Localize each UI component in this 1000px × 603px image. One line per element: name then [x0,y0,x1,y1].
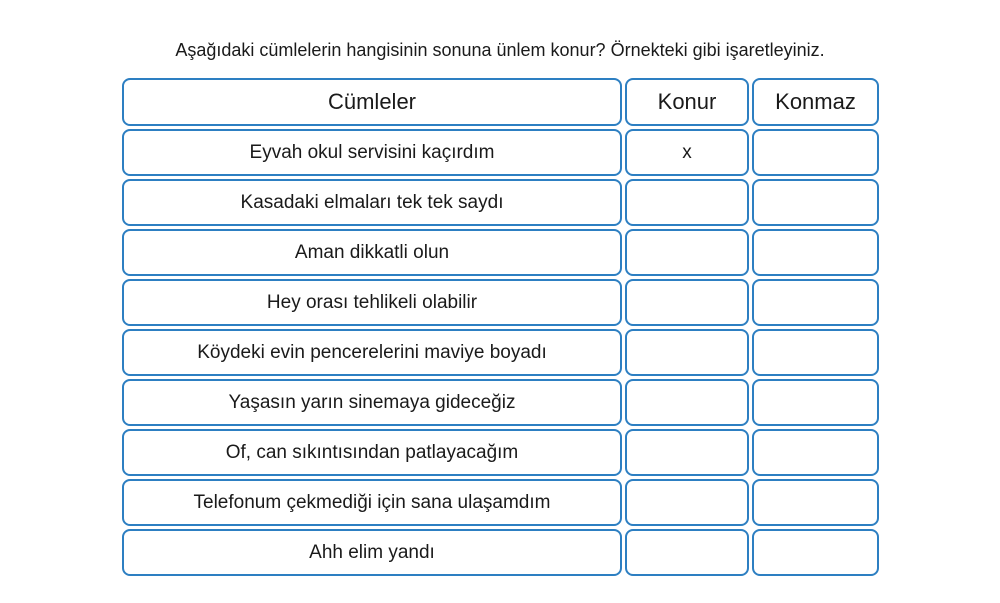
konmaz-cell[interactable] [752,429,879,476]
table-row [122,479,882,526]
sentence-cell: Telefonum çekmediği için sana ulaşamdım [122,479,622,526]
konur-cell[interactable] [625,379,749,426]
konmaz-cell[interactable] [752,479,879,526]
konmaz-cell[interactable] [752,179,879,226]
table-row [122,279,882,326]
header-konmaz: Konmaz [752,78,879,126]
table-row [122,179,882,226]
sentence-cell: Ahh elim yandı [122,529,622,576]
konur-cell[interactable] [625,429,749,476]
sentence-cell: Yaşasın yarın sinemaya gideceğiz [122,379,622,426]
table-row [122,129,882,176]
sentence-cell: Of, can sıkıntısından patlayacağım [122,429,622,476]
table-row [122,529,882,576]
konur-cell[interactable] [625,179,749,226]
sentence-cell: Hey orası tehlikeli olabilir [122,279,622,326]
konmaz-cell[interactable] [752,529,879,576]
konur-cell[interactable] [625,279,749,326]
table-header-row [122,78,882,126]
table-row [122,429,882,476]
konmaz-cell[interactable] [752,229,879,276]
table-row [122,329,882,376]
sentence-cell: Kasadaki elmaları tek tek saydı [122,179,622,226]
table-row [122,229,882,276]
sentence-cell: Eyvah okul servisini kaçırdım [122,129,622,176]
konmaz-cell[interactable] [752,129,879,176]
konmaz-cell[interactable] [752,379,879,426]
konmaz-cell[interactable] [752,329,879,376]
header-cumleler: Cümleler [122,78,622,126]
konur-cell[interactable] [625,229,749,276]
sentence-cell: Aman dikkatli olun [122,229,622,276]
konur-cell[interactable] [625,329,749,376]
instruction-text: Aşağıdaki cümlelerin hangisinin sonuna ünlem konur? Örnekteki gibi işaretleyiniz. [175,40,825,60]
konur-cell[interactable]: x [625,129,749,176]
konur-cell[interactable] [625,529,749,576]
sentence-cell: Köydeki evin pencerelerini maviye boyadı [122,329,622,376]
konmaz-cell[interactable] [752,279,879,326]
header-konur: Konur [625,78,749,126]
table-row [122,379,882,426]
konur-cell[interactable] [625,479,749,526]
exercise-table [122,78,882,579]
